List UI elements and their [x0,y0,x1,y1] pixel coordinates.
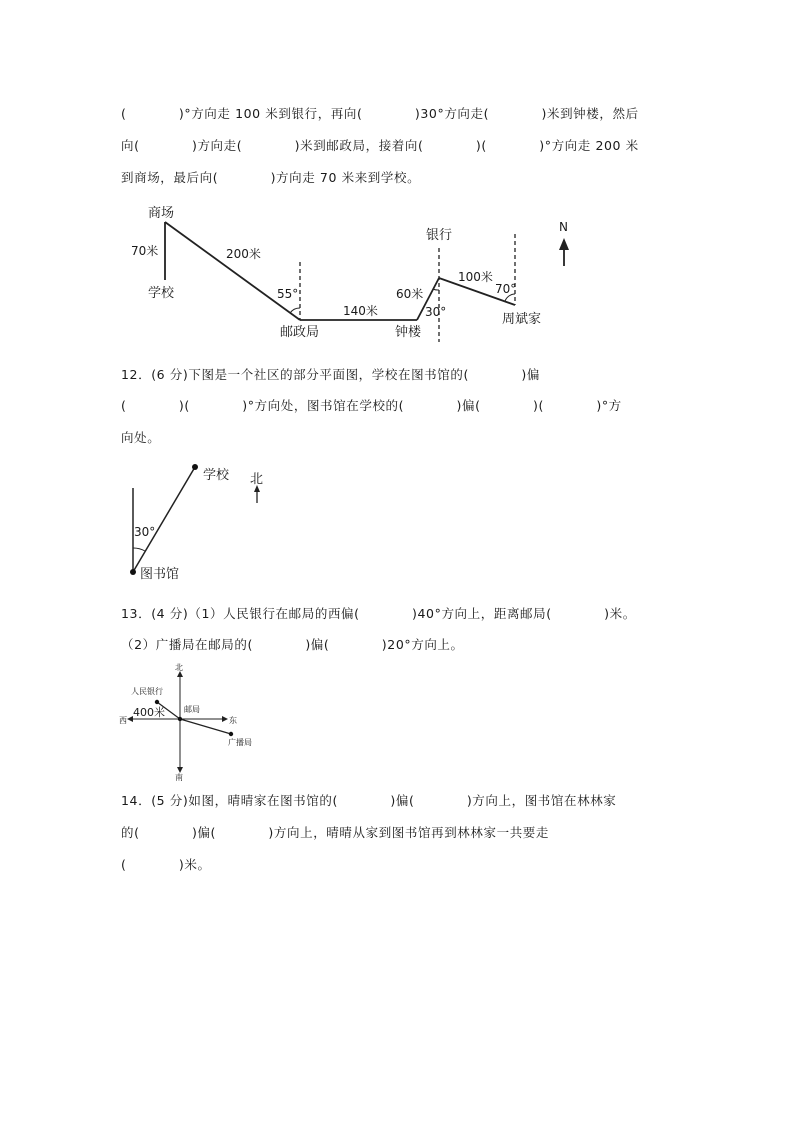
label-q13-bank: 人民银行 [131,687,163,696]
label-angle-30: 30° [425,305,447,319]
label-q13-distance: 400米 [133,706,165,719]
q11-line-2: 向( )方向走( )米到邮政局，接着向( )( )°方向走 200 米 [121,138,639,153]
label-distance-60: 60米 [396,287,424,301]
q14-line-1: 14．(5 分)如图，晴晴家在图书馆的( )偏( )方向上，图书馆在林林家 [121,793,617,808]
label-mall: 商场 [148,206,175,221]
q11-line-1: ( )°方向走 100 米到银行，再向( )30°方向走( )米到钟楼，然后 [121,106,639,121]
label-home: 周斌家 [502,312,542,327]
label-north-n: N [559,220,568,234]
point-broadcast [229,732,233,736]
q14-line-3: ( )米。 [121,857,211,872]
label-school: 学校 [148,286,175,301]
label-post-office: 邮政局 [280,325,320,340]
q13-line-1: 13．(4 分)（1）人民银行在邮局的西偏( )40°方向上，距离邮局( )米。 [121,606,636,621]
label-distance-140: 140米 [343,304,378,318]
label-q13-north: 北 [175,663,183,672]
label-q13-east: 东 [229,716,237,725]
q14-line-2: 的( )偏( )方向上，晴晴从家到图书馆再到林林家一共要走 [121,825,550,840]
label-q12-school: 学校 [203,468,230,483]
q12-line-3: 向处。 [121,430,161,445]
label-bank: 银行 [426,228,453,243]
label-angle-55: 55° [277,287,299,301]
point-bank [155,700,159,704]
label-angle-70: 70° [495,282,517,296]
label-clock-tower: 钟楼 [395,325,422,340]
label-q12-library: 图书馆 [140,567,180,582]
label-q13-broadcast: 广播局 [228,738,252,747]
label-distance-200: 200米 [226,247,261,261]
q13-line-2: （2）广播局在邮局的( )偏( )20°方向上。 [121,637,464,652]
label-q13-south: 南 [175,773,183,782]
label-distance-100: 100米 [458,270,493,284]
label-q12-north: 北 [250,472,264,487]
point-post [178,717,182,721]
label-q13-west: 西 [119,716,127,725]
q12-line-1: 12．(6 分)下图是一个社区的部分平面图，学校在图书馆的( )偏 [121,367,540,382]
label-distance-70: 70米 [131,244,159,258]
label-q13-post: 邮局 [184,705,200,714]
q12-line-2: ( )( )°方向处，图书馆在学校的( )偏( )( )°方 [121,398,622,413]
q11-line-3: 到商场，最后向( )方向走 70 米来到学校。 [121,170,421,185]
label-q12-angle: 30° [134,525,156,539]
arrow-east-icon [222,716,228,722]
